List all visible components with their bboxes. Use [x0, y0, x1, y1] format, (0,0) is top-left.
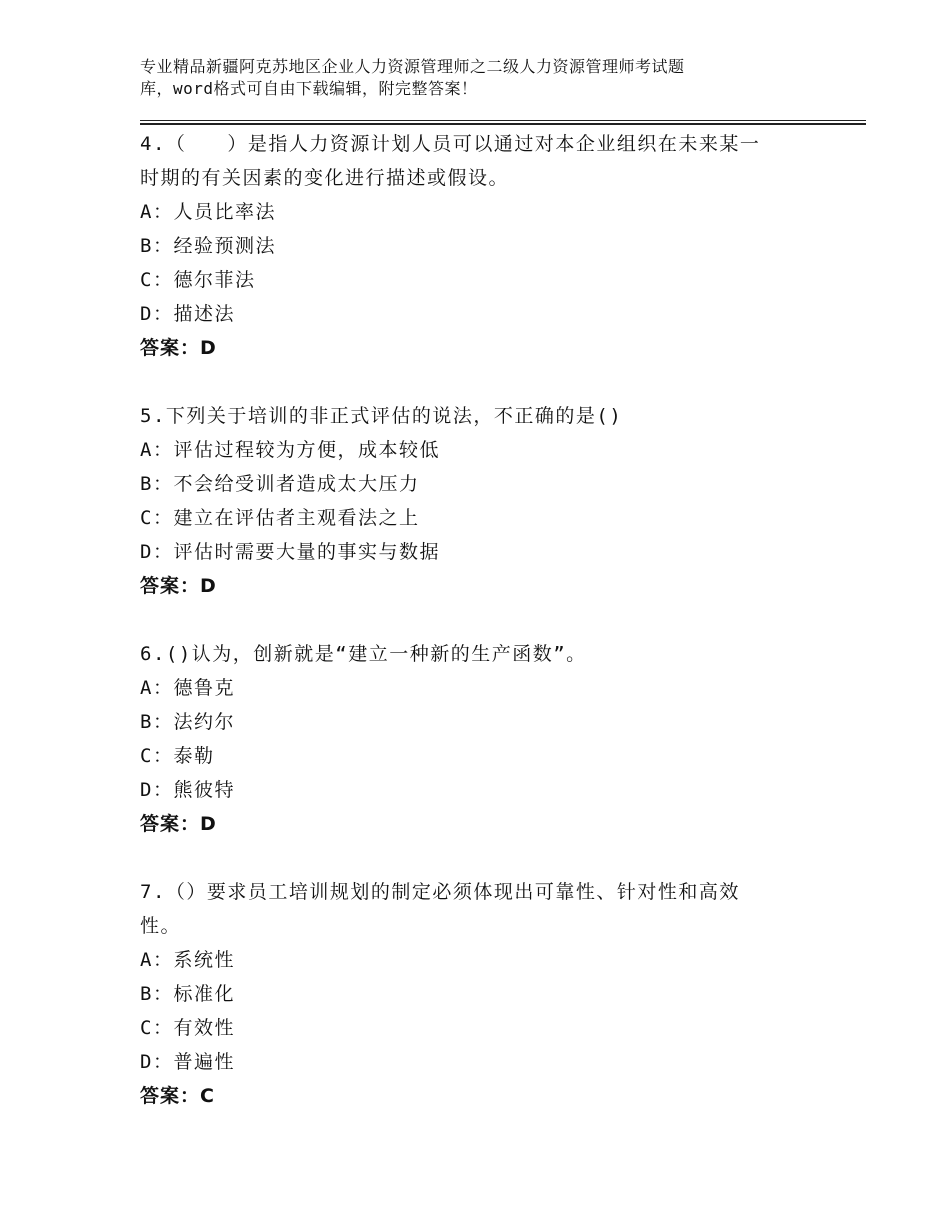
- question-5: [140, 399, 840, 603]
- question-7: [140, 875, 840, 1113]
- question-stem-continued: 性。: [140, 915, 182, 937]
- question-list: [140, 127, 840, 1147]
- question-stem: 5.下列关于培训的非正式评估的说法，不正确的是(): [140, 405, 623, 427]
- option-d: D：描述法: [140, 303, 235, 325]
- question-stem-continued: 时期的有关因素的变化进行描述或假设。: [140, 167, 510, 189]
- option-b: B：标准化: [140, 983, 235, 1005]
- option-b: B：经验预测法: [140, 235, 276, 257]
- option-d: D：评估时需要大量的事实与数据: [140, 541, 440, 563]
- option-d: D：普遍性: [140, 1051, 235, 1073]
- header-line-1: 专业精品新疆阿克苏地区企业人力资源管理师之二级人力资源管理师考试题: [140, 57, 685, 76]
- option-b: B：法约尔: [140, 711, 235, 733]
- header-divider-thick: [140, 123, 866, 125]
- answer-label: 答案：C: [140, 1085, 215, 1107]
- header-divider-thin: [140, 120, 866, 121]
- question-stem: 6.()认为，创新就是“建立一种新的生产函数”。: [140, 643, 587, 665]
- header-line-2: 库，word格式可自由下载编辑，附完整答案！: [140, 79, 478, 98]
- option-a: A：评估过程较为方便，成本较低: [140, 439, 440, 461]
- answer-label: 答案：D: [140, 813, 217, 835]
- option-a: A：系统性: [140, 949, 235, 971]
- question-stem: 7.（）要求员工培训规划的制定必须体现出可靠性、针对性和高效: [140, 881, 740, 903]
- option-a: A：德鲁克: [140, 677, 235, 699]
- option-c: C：泰勒: [140, 745, 215, 767]
- document-header: [140, 56, 820, 100]
- option-c: C：有效性: [140, 1017, 235, 1039]
- option-c: C：德尔菲法: [140, 269, 256, 291]
- question-stem: 4.（ ）是指人力资源计划人员可以通过对本企业组织在未来某一: [140, 133, 761, 155]
- answer-label: 答案：D: [140, 337, 217, 359]
- question-4: [140, 127, 840, 365]
- answer-label: 答案：D: [140, 575, 217, 597]
- option-d: D：熊彼特: [140, 779, 235, 801]
- question-6: [140, 637, 840, 841]
- option-b: B：不会给受训者造成太大压力: [140, 473, 420, 495]
- option-a: A：人员比率法: [140, 201, 276, 223]
- option-c: C：建立在评估者主观看法之上: [140, 507, 420, 529]
